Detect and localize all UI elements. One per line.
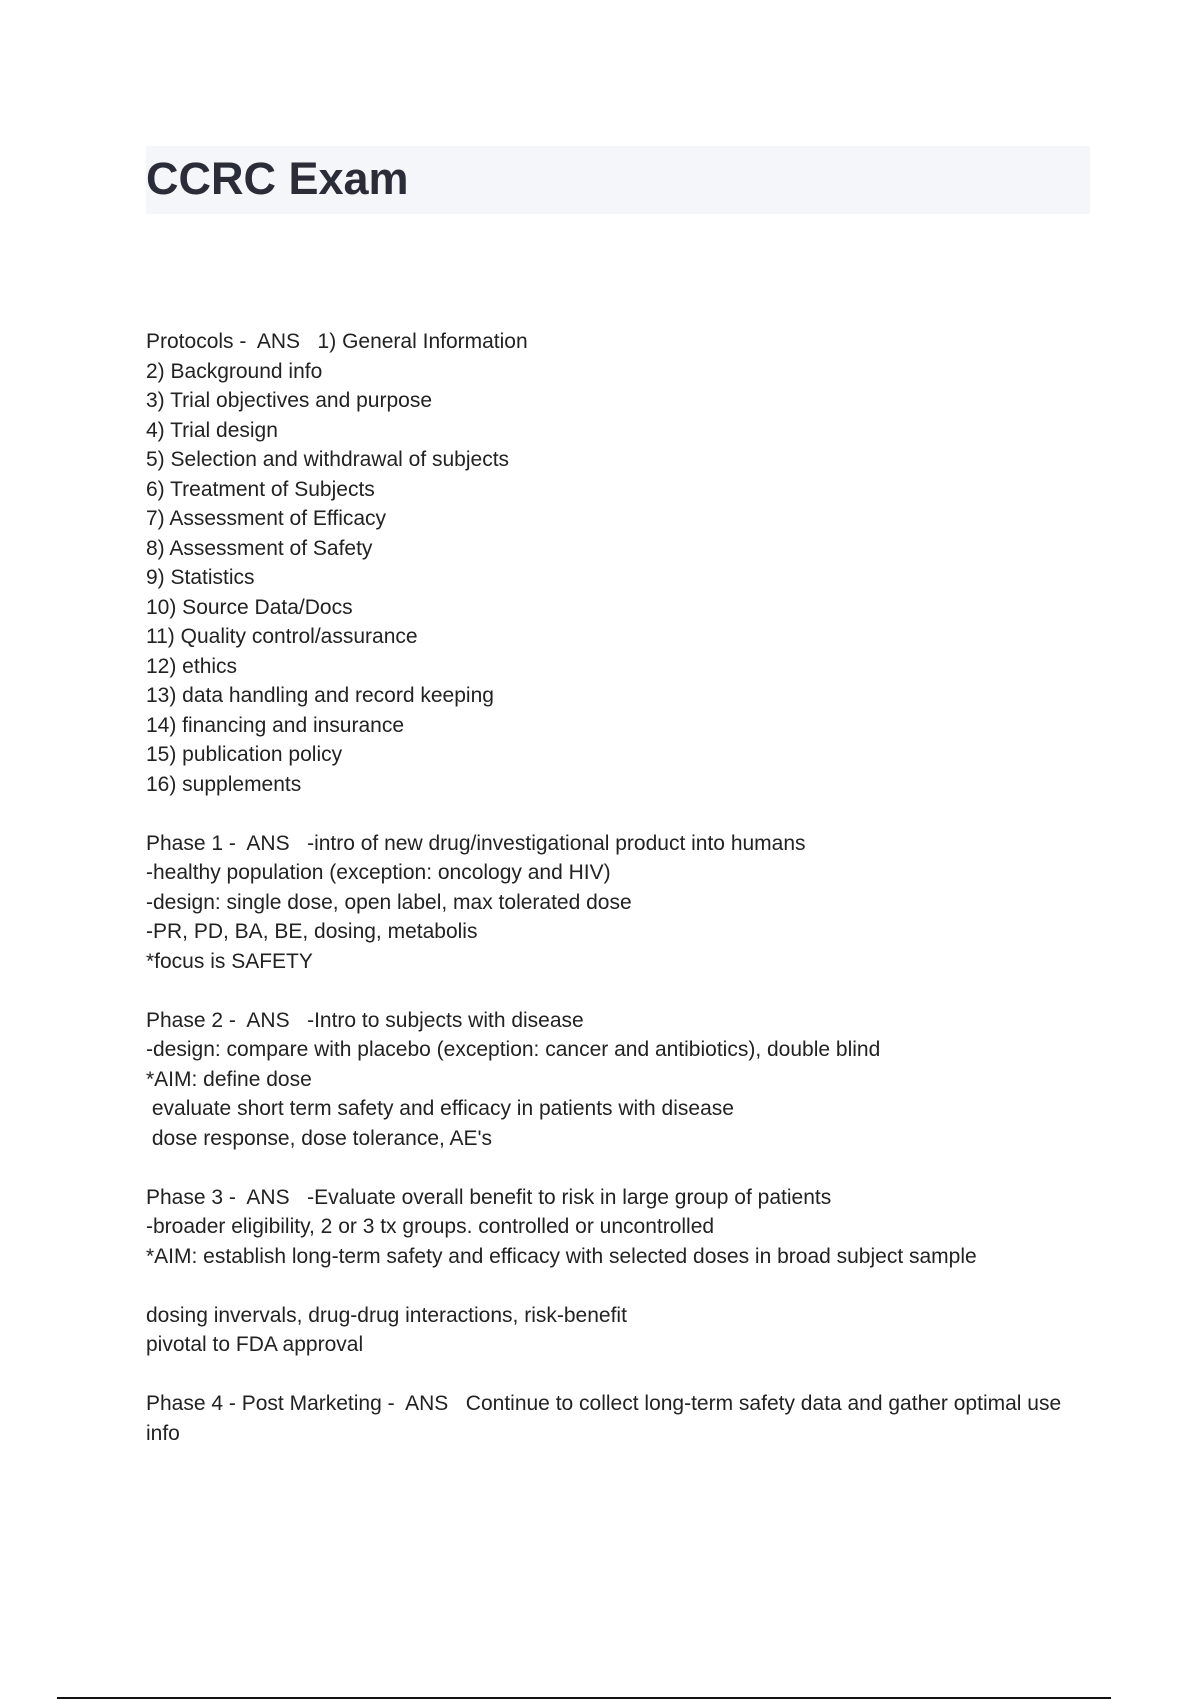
text-line: 5) Selection and withdrawal of subjects [146, 448, 510, 471]
text-line: 9) Statistics [146, 566, 255, 589]
footer-divider [57, 1697, 1111, 1699]
document-body [146, 327, 1090, 1478]
text-line: -healthy population (exception: oncology and HIV) [146, 861, 611, 884]
text-line: 3) Trial objectives and purpose [146, 389, 432, 412]
text-line: dosing invervals, drug-drug interactions, risk-benefit [146, 1303, 627, 1327]
text-line: evaluate short term safety and efficacy in patients with disease [146, 1097, 734, 1120]
text-line: 15) publication policy [146, 743, 343, 766]
phase-2-section [146, 1006, 1090, 1154]
text-line: -broader eligibility, 2 or 3 tx groups. controlled or uncontrolled [146, 1215, 715, 1238]
phase-4-section [146, 1389, 1090, 1448]
text-line: 16) supplements [146, 772, 302, 796]
text-line: -PR, PD, BA, BE, dosing, metabolis [146, 920, 478, 943]
text-line: Phase 3 - ANS -Evaluate overall benefit to risk in large group of patients [146, 1185, 832, 1209]
text-line: 2) Background info [146, 359, 323, 383]
text-line: Phase 1 - ANS -intro of new drug/investigational product into humans [146, 831, 806, 855]
text-line: 6) Treatment of Subjects [146, 477, 375, 501]
text-line: 10) Source Data/Docs [146, 595, 353, 619]
text-line: 7) Assessment of Efficacy [146, 507, 387, 530]
text-line: 4) Trial design [146, 418, 278, 442]
text-line: Protocols - ANS 1) General Information [146, 330, 528, 353]
text-line: Phase 2 - ANS -Intro to subjects with disease [146, 1008, 584, 1032]
text-line: *AIM: define dose [146, 1067, 312, 1091]
text-line: *focus is SAFETY [146, 949, 313, 973]
text-line: 14) financing and insurance [146, 713, 405, 737]
page-title: CCRC Exam [146, 153, 409, 204]
phase-3-section [146, 1183, 1090, 1272]
text-line: *AIM: establish long-term safety and efficacy with selected doses in broad subject sample [146, 1244, 977, 1268]
text-line: 8) Assessment of Safety [146, 536, 373, 560]
text-line: -design: compare with placebo (exception: cancer and antibiotics), double blind [146, 1038, 881, 1061]
phase-3-notes [146, 1301, 1090, 1360]
text-line: -design: single dose, open label, max tolerated dose [146, 890, 632, 914]
phase-1-section [146, 829, 1090, 977]
text-line: 11) Quality control/assurance [146, 625, 418, 648]
protocols-section [146, 327, 1090, 799]
text-line: pivotal to FDA approval [146, 1333, 364, 1356]
title-band [146, 146, 1090, 214]
text-line: dose response, dose tolerance, AE's [146, 1126, 493, 1150]
text-line: Phase 4 - Post Marketing - ANS Continue to collect long-term safety data and gather optimal use info [146, 1392, 1067, 1445]
text-line: 13) data handling and record keeping [146, 684, 494, 707]
text-line: 12) ethics [146, 654, 238, 678]
